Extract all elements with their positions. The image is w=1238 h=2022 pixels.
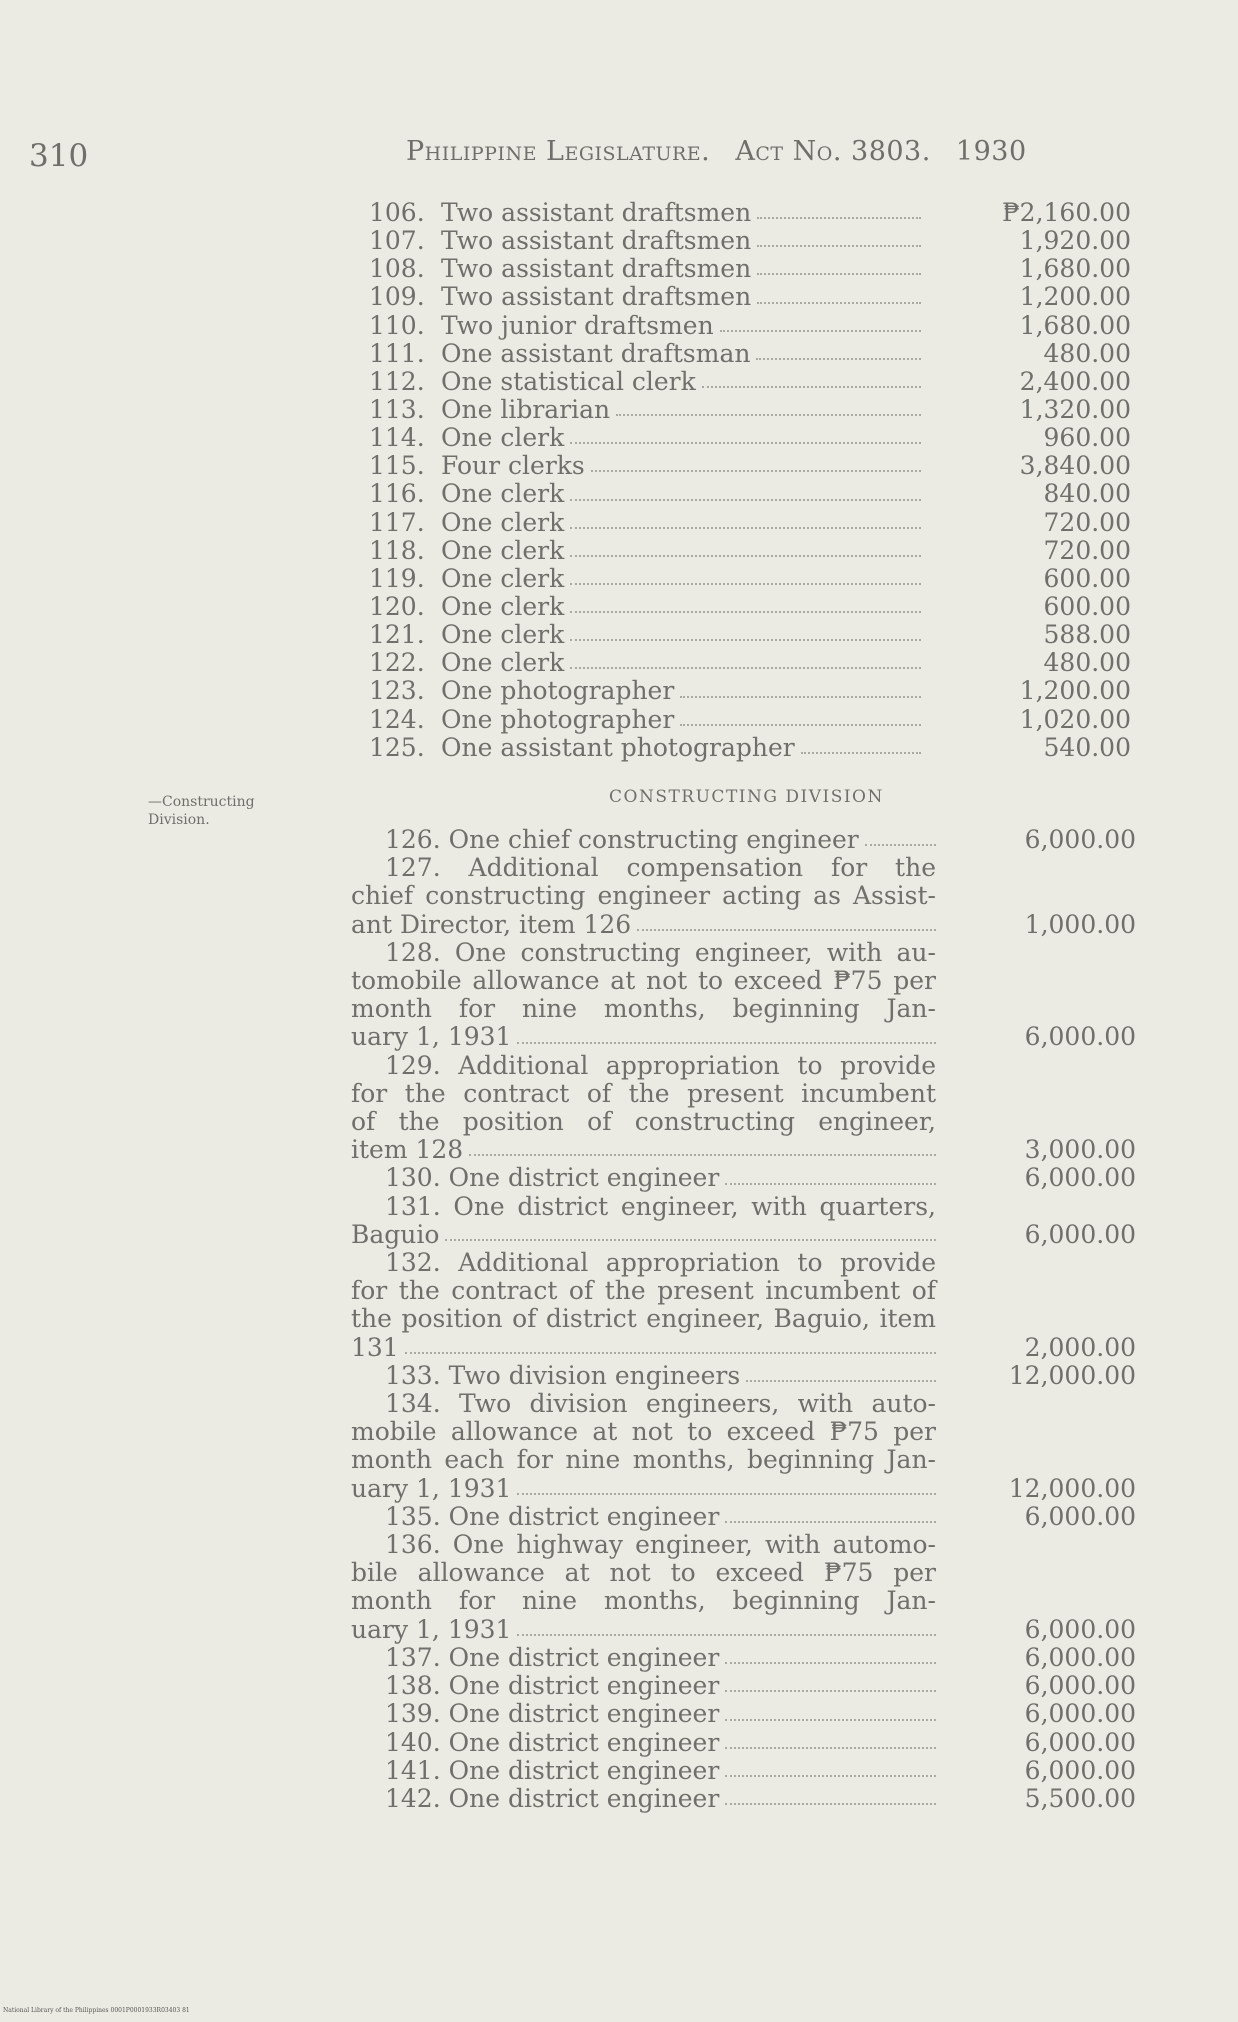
item-text-line: tomobile allowance at not to exceed ₱75 per [351, 966, 936, 996]
table-row [369, 424, 1131, 452]
item-text-line: month each for nine months, beginning Jan- [351, 1445, 936, 1475]
item-number: 122. [369, 648, 425, 678]
leader-dots [570, 611, 921, 613]
item-amount: 6,000.00 [1024, 1727, 1136, 1757]
list-item [351, 1531, 1136, 1644]
item-label: Two assistant draftsmen [441, 226, 752, 256]
table-row [369, 452, 1131, 480]
list-item [351, 1193, 1136, 1249]
item-label: Four clerks [441, 451, 585, 481]
leader-dots [570, 555, 921, 557]
leader-dots [720, 330, 921, 332]
item-amount: 1,000.00 [1024, 909, 1136, 939]
item-text-line [351, 1672, 936, 1700]
list-item [351, 1249, 1136, 1362]
item-amount: 1,020.00 [1019, 704, 1131, 734]
leader-dots [570, 583, 921, 585]
item-amount: 480.00 [1043, 338, 1131, 368]
leader-dots [445, 1239, 936, 1241]
item-label: One photographer [441, 676, 675, 706]
list-item [351, 1052, 1136, 1165]
item-text: 135. One district engineer [385, 1501, 720, 1531]
item-amount: 6,000.00 [1024, 825, 1136, 854]
table-row [369, 283, 1131, 311]
item-amount: 6,000.00 [1024, 1671, 1136, 1701]
list-item [351, 1503, 1136, 1531]
item-text-line: for the contract of the present incumbent of [351, 1276, 936, 1306]
item-label: One clerk [441, 591, 565, 621]
item-label: One assistant photographer [441, 732, 795, 762]
item-label: One statistical clerk [441, 366, 696, 396]
table-row [369, 734, 1131, 762]
table-row [369, 677, 1131, 705]
item-text-line: chief constructing engineer acting as Assist- [351, 881, 936, 911]
table-row [369, 565, 1131, 593]
leader-dots [746, 1380, 936, 1382]
leader-dots [570, 639, 921, 641]
leader-dots [725, 1690, 936, 1692]
item-amount: 12,000.00 [1008, 1473, 1136, 1503]
item-text-line [351, 1644, 936, 1672]
leader-dots [570, 499, 921, 501]
item-number: 107. [369, 226, 425, 256]
leader-dots [725, 1775, 936, 1777]
item-number: 118. [369, 535, 425, 565]
item-label: One clerk [441, 507, 565, 537]
item-number: 109. [369, 282, 425, 312]
item-text-line [351, 1757, 936, 1785]
item-text-line [351, 1164, 936, 1192]
item-text-line: 129. Additional appropriation to provide [385, 1050, 936, 1080]
leader-dots [591, 470, 921, 472]
item-label: One clerk [441, 620, 565, 650]
item-text-line: 128. One constructing engineer, with au- [385, 937, 936, 967]
item-amount: 840.00 [1043, 479, 1131, 509]
item-text: uary 1, 1931 [351, 1614, 512, 1644]
item-text-line [351, 1023, 936, 1051]
item-text-line: bile allowance at not to exceed ₱75 per [351, 1558, 936, 1588]
item-text-line: 136. One highway engineer, with automo- [385, 1530, 936, 1560]
page-number: 310 [29, 138, 89, 174]
item-text: 138. One district engineer [385, 1671, 720, 1701]
appropriation-list-upper [369, 199, 1131, 762]
item-label: One clerk [441, 423, 565, 453]
table-row [369, 227, 1131, 255]
item-text-line: 131. One district engineer, with quarters, [385, 1191, 936, 1221]
leader-dots [517, 1042, 936, 1044]
table-row [369, 509, 1131, 537]
item-number: 111. [369, 338, 425, 368]
leader-dots [680, 696, 921, 698]
item-text-line [351, 1503, 936, 1531]
leader-dots [570, 667, 921, 669]
leader-dots [637, 929, 936, 931]
item-text-line [351, 1729, 936, 1757]
item-amount: 6,000.00 [1024, 1219, 1136, 1249]
item-amount: 1,680.00 [1019, 310, 1131, 340]
item-number: 119. [369, 563, 425, 593]
leader-dots [725, 1803, 936, 1805]
item-text: 133. Two division engineers [385, 1360, 741, 1390]
item-amount: 720.00 [1043, 507, 1131, 537]
item-amount: 1,920.00 [1019, 226, 1131, 256]
table-row [369, 368, 1131, 396]
item-label: One clerk [441, 479, 565, 509]
item-label: One librarian [441, 394, 611, 424]
leader-dots [405, 1352, 936, 1354]
item-amount: 3,840.00 [1019, 451, 1131, 481]
leader-dots [725, 1521, 936, 1523]
item-number: 120. [369, 591, 425, 621]
page-header [0, 136, 1238, 176]
item-amount: 960.00 [1043, 423, 1131, 453]
list-item [351, 1672, 1136, 1700]
item-text: 141. One district engineer [385, 1755, 720, 1785]
leader-dots [757, 273, 921, 275]
item-amount: 6,000.00 [1024, 1501, 1136, 1531]
leader-dots [616, 414, 921, 416]
item-text: uary 1, 1931 [351, 1473, 512, 1503]
leader-dots [570, 442, 921, 444]
item-label: One clerk [441, 563, 565, 593]
leader-dots [725, 1662, 936, 1664]
item-text-line [351, 1334, 936, 1362]
table-row [369, 706, 1131, 734]
item-text-line [351, 1700, 936, 1728]
item-text-line: 132. Additional appropriation to provide [385, 1248, 936, 1278]
item-text-line [351, 1616, 936, 1644]
item-text: uary 1, 1931 [351, 1022, 512, 1052]
leader-dots [469, 1154, 936, 1156]
item-amount: 6,000.00 [1024, 1642, 1136, 1672]
item-number: 117. [369, 507, 425, 537]
item-text-line [351, 1475, 936, 1503]
list-item [351, 939, 1136, 1052]
table-row [369, 312, 1131, 340]
list-item [351, 1164, 1136, 1192]
leader-dots [757, 302, 921, 304]
item-text: 139. One district engineer [385, 1699, 720, 1729]
item-amount: 2,000.00 [1024, 1332, 1136, 1362]
item-number: 121. [369, 620, 425, 650]
list-item [351, 1700, 1136, 1728]
item-text-line: the position of district engineer, Baguio, item [351, 1304, 936, 1334]
leader-dots [570, 527, 921, 529]
item-text-line: mobile allowance at not to exceed ₱75 per [351, 1417, 936, 1447]
list-item [351, 1362, 1136, 1390]
item-amount: 588.00 [1043, 620, 1131, 650]
item-text-line [351, 826, 936, 854]
item-text: 142. One district engineer [385, 1783, 720, 1813]
item-number: 125. [369, 732, 425, 762]
item-label: Two assistant draftsmen [441, 198, 752, 227]
item-text-line [351, 911, 936, 939]
item-text-line [351, 1785, 936, 1813]
item-number: 124. [369, 704, 425, 734]
leader-dots [517, 1493, 936, 1495]
leader-dots [680, 724, 921, 726]
item-number: 110. [369, 310, 425, 340]
item-text: 130. One district engineer [385, 1163, 720, 1193]
item-text-line [351, 1221, 936, 1249]
leader-dots [517, 1634, 936, 1636]
list-item [351, 1729, 1136, 1757]
list-item [351, 1644, 1136, 1672]
leader-dots [865, 844, 936, 846]
item-number: 114. [369, 423, 425, 453]
year: 1930 [955, 136, 1027, 167]
item-amount: 3,000.00 [1024, 1135, 1136, 1165]
item-text: 126. One chief constructing engineer [385, 825, 859, 854]
item-number: 113. [369, 394, 425, 424]
item-label: Two assistant draftsmen [441, 282, 752, 312]
section-heading: CONSTRUCTING DIVISION [609, 787, 884, 807]
appropriation-list-lower [351, 826, 1136, 1813]
item-amount: ₱2,160.00 [1002, 198, 1131, 227]
table-row [369, 480, 1131, 508]
item-amount: 540.00 [1043, 732, 1131, 762]
item-number: 115. [369, 451, 425, 481]
table-row [369, 255, 1131, 283]
leader-dots [757, 217, 921, 219]
running-head [406, 136, 1043, 167]
item-label: One assistant draftsman [441, 338, 751, 368]
table-row [369, 537, 1131, 565]
item-text-line: month for nine months, beginning Jan- [351, 1586, 936, 1616]
leader-dots [702, 386, 921, 388]
item-label: One clerk [441, 535, 565, 565]
list-item [351, 1390, 1136, 1503]
item-text-line: month for nine months, beginning Jan- [351, 994, 936, 1024]
item-amount: 6,000.00 [1024, 1614, 1136, 1644]
archive-footer: National Library of the Philippines 0001P0001933R03403 81 [3, 2007, 190, 2014]
item-amount: 600.00 [1043, 563, 1131, 593]
margin-note: —Constructing Division. [148, 794, 255, 828]
item-amount: 1,680.00 [1019, 254, 1131, 284]
item-label: One clerk [441, 648, 565, 678]
list-item [351, 1757, 1136, 1785]
item-label: Two assistant draftsmen [441, 254, 752, 284]
item-amount: 720.00 [1043, 535, 1131, 565]
item-number: 116. [369, 479, 425, 509]
item-number: 112. [369, 366, 425, 396]
leader-dots [725, 1719, 936, 1721]
item-text-line: 127. Additional compensation for the [385, 853, 936, 883]
item-number: 106. [369, 198, 425, 227]
leader-dots [756, 358, 921, 360]
item-number: 108. [369, 254, 425, 284]
item-amount: 600.00 [1043, 591, 1131, 621]
item-number: 123. [369, 676, 425, 706]
table-row [369, 396, 1131, 424]
item-label: One photographer [441, 704, 675, 734]
item-text: ant Director, item 126 [351, 909, 632, 939]
item-amount: 6,000.00 [1024, 1699, 1136, 1729]
item-text: Baguio [351, 1219, 440, 1249]
leader-dots [801, 752, 921, 754]
table-row [369, 649, 1131, 677]
list-item [351, 826, 1136, 854]
item-amount: 1,320.00 [1019, 394, 1131, 424]
item-text-line [351, 1136, 936, 1164]
item-text: 140. One district engineer [385, 1727, 720, 1757]
list-item [351, 854, 1136, 939]
item-text-line: of the position of constructing engineer, [351, 1107, 936, 1137]
item-text-line: for the contract of the present incumbent [351, 1078, 936, 1108]
table-row [369, 593, 1131, 621]
item-text-line: 134. Two division engineers, with auto- [385, 1389, 936, 1419]
item-label: Two junior draftsmen [441, 310, 714, 340]
publication-title: Philippine Legislature. [406, 136, 711, 167]
item-amount: 6,000.00 [1024, 1022, 1136, 1052]
item-amount: 1,200.00 [1019, 282, 1131, 312]
item-text: item 128 [351, 1135, 464, 1165]
item-amount: 6,000.00 [1024, 1755, 1136, 1785]
table-row [369, 199, 1131, 227]
item-text: 131 [351, 1332, 399, 1362]
list-item [351, 1785, 1136, 1813]
leader-dots [725, 1183, 936, 1185]
item-text: 137. One district engineer [385, 1642, 720, 1672]
leader-dots [757, 245, 921, 247]
item-amount: 1,200.00 [1019, 676, 1131, 706]
leader-dots [725, 1747, 936, 1749]
table-row [369, 340, 1131, 368]
table-row [369, 621, 1131, 649]
item-amount: 12,000.00 [1008, 1360, 1136, 1390]
act-number: Act No. 3803. [735, 136, 931, 167]
item-amount: 6,000.00 [1024, 1163, 1136, 1193]
item-amount: 2,400.00 [1019, 366, 1131, 396]
item-text-line [351, 1362, 936, 1390]
item-amount: 5,500.00 [1024, 1783, 1136, 1813]
item-amount: 480.00 [1043, 648, 1131, 678]
